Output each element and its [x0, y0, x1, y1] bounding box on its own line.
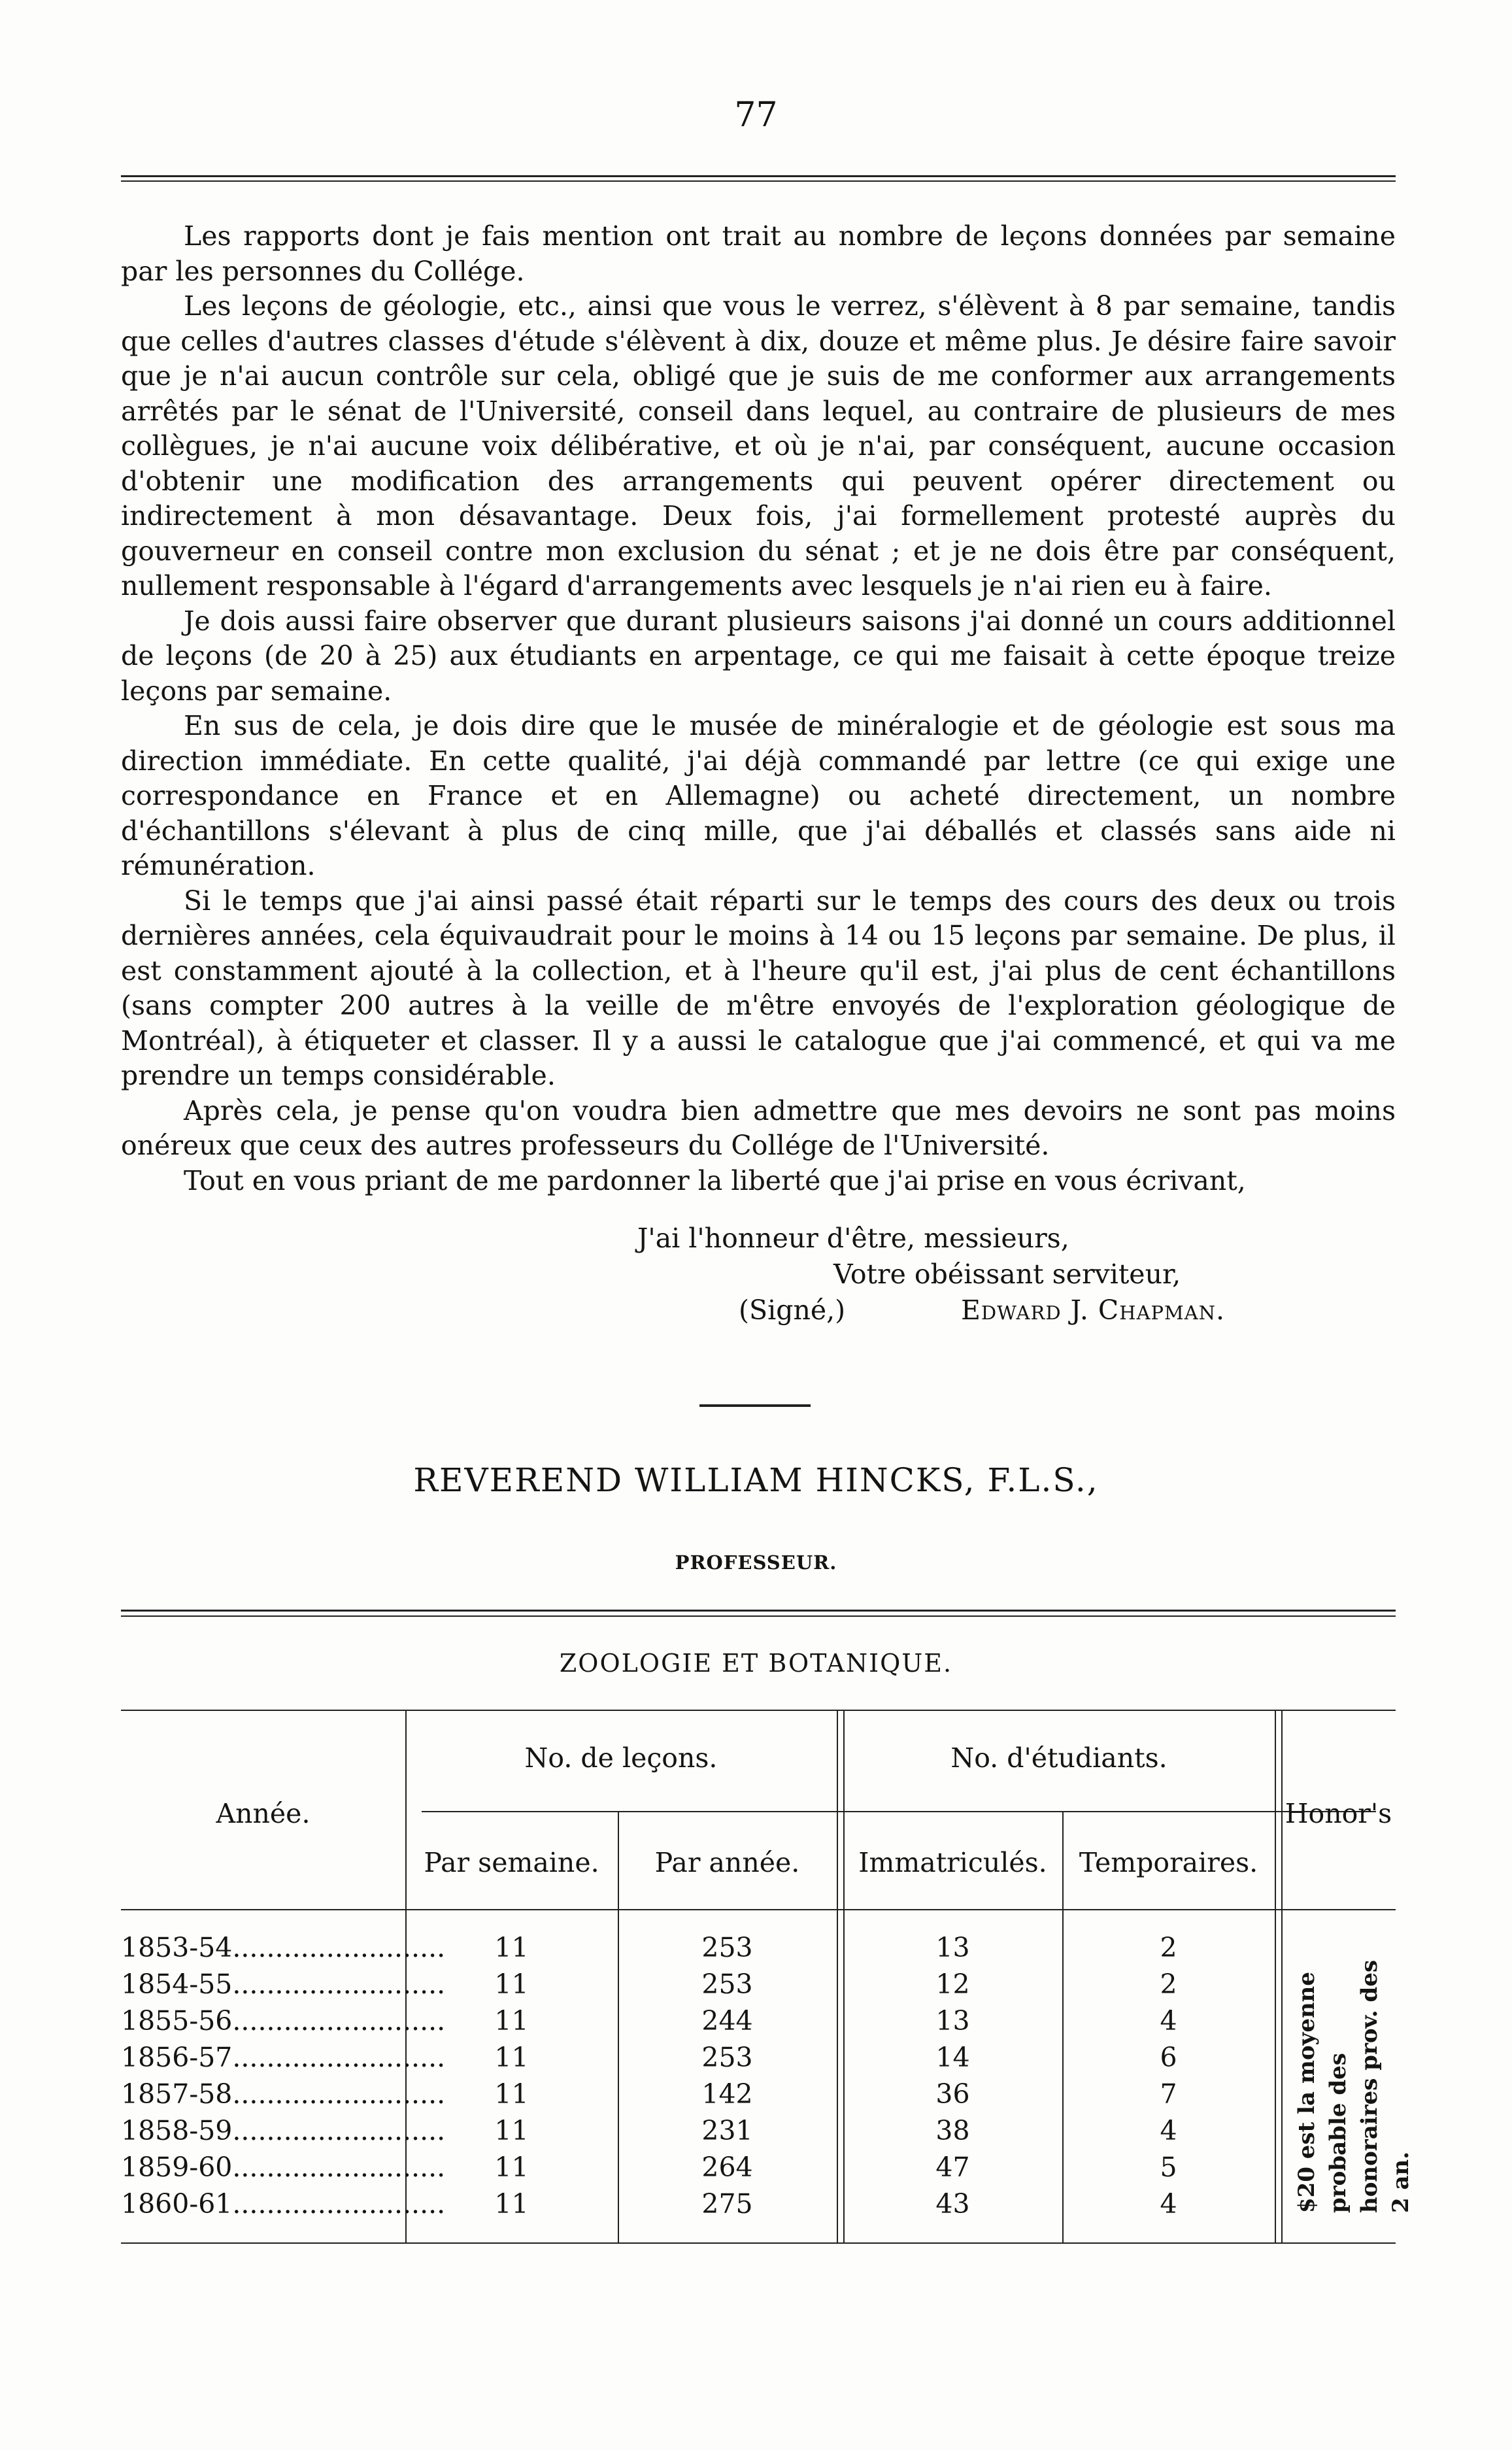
professor-name: REVEREND WILLIAM HINCKS, F.L.S., [413, 1461, 1099, 1499]
header-lessons: No. de leçons. [524, 1742, 718, 1774]
table-bottom-rule [121, 2242, 1396, 2244]
year-cell: 1854-55......................... [121, 1969, 446, 2000]
matriculated-cell: 47 [935, 2152, 970, 2183]
per-year-cell: 264 [701, 2152, 753, 2183]
matriculated-cell: 38 [935, 2115, 970, 2146]
honors-note-text: $20 est la moyenne probable des honoraires prov. des 2 an. [1294, 1959, 1414, 2213]
per-year-cell: 253 [701, 1932, 753, 1963]
statistics-table [121, 1710, 1414, 2370]
section-rule-thin [121, 1615, 1396, 1617]
per-week-cell: 11 [494, 1932, 529, 1963]
paragraph: Après cela, je pense qu'on voudra bien admettre que mes devoirs ne sont pas moins onéreux que ceux des autres professeurs du Collége de l'Université. [121, 1094, 1396, 1161]
temporary-cell: 6 [1160, 2042, 1177, 2073]
page-number: 77 [734, 95, 778, 135]
header-honors: Honor's [1285, 1798, 1392, 1829]
per-week-cell: 11 [494, 2115, 529, 2146]
paragraph: Les leçons de géologie, etc., ainsi que vous le verrez, s'élèvent à 8 par semaine, tandis que celles d'autres classes d'étude s'élèvent à dix, douze et même plus. Je désire faire savoir que je n'ai aucun contrôle sur cela, obligé que je suis de me conformer aux arrangements arrêtés par le sénat de l'Université, conseil dans lequel, au contraire de plusieurs de mes collègues, je n'ai aucune voix délibérative, et où je n'ai, par conséquent, aucune occasion d'obtenir une modification des arrangements qui peuvent opérer directement ou indirectement à mon désavantage. Deux fois, j'ai formellement protesté auprès du gouverneur en conseil contre mon exclusion du sénat ; et je ne dois être par conséquent, nullement responsable à l'égard d'arrangements avec lesquels je n'ai rien eu à faire. [121, 290, 1396, 601]
paragraph: Si le temps que j'ai ainsi passé était réparti sur le temps des cours des deux ou trois dernières années, cela équivaudrait pour le moins à 14 ou 15 leçons par semaine. De plus, il est constamment ajouté à la collection, et à l'heure qu'il est, j'ai plus de cent échantillons (sans compter 200 autres à la veille de m'être envoyés de l'exploration géologique de Montréal), à étiqueter et classer. Il y a aussi le catalogue que j'ai commencé, et qui va me prendre un temps considérable. [121, 885, 1396, 1091]
year-cell: 1855-56......................... [121, 2005, 446, 2037]
per-year-cell: 275 [701, 2188, 753, 2220]
table-row [121, 2115, 1396, 2152]
year-cell: 1858-59......................... [121, 2115, 446, 2146]
section-title: ZOOLOGIE ET BOTANIQUE. [559, 1649, 953, 1678]
separator-rule [699, 1404, 811, 1407]
matriculated-cell: 36 [935, 2078, 970, 2110]
table-row [121, 2042, 1396, 2078]
temporary-cell: 7 [1160, 2078, 1177, 2110]
closing-line: Votre obéissant serviteur, [833, 1259, 1181, 1290]
paragraph: Je dois aussi faire observer que durant plusieurs saisons j'ai donné un cours additionnel de leçons (de 20 à 25) aux étudiants en arpentage, ce qui me faisait à cette époque treize leçons par semaine. [121, 605, 1396, 707]
matriculated-cell: 12 [935, 1969, 970, 2000]
year-cell: 1859-60......................... [121, 2152, 446, 2183]
year-cell: 1853-54......................... [121, 1932, 446, 1963]
matriculated-cell: 13 [935, 2005, 970, 2037]
header-per-week: Par semaine. [424, 1847, 599, 1878]
matriculated-cell: 43 [935, 2188, 970, 2220]
per-year-cell: 142 [701, 2078, 753, 2110]
temporary-cell: 2 [1160, 1932, 1177, 1963]
per-week-cell: 11 [494, 2078, 529, 2110]
per-week-cell: 11 [494, 2188, 529, 2220]
table-top-rule [121, 1710, 1396, 1711]
header-matriculated: Immatriculés. [858, 1847, 1047, 1878]
per-week-cell: 11 [494, 2042, 529, 2073]
table-row [121, 2005, 1396, 2042]
per-year-cell: 244 [701, 2005, 753, 2037]
year-cell: 1857-58......................... [121, 2078, 446, 2110]
header-temporary: Temporaires. [1079, 1847, 1258, 1878]
header-year: Année. [216, 1798, 311, 1829]
section-rule [121, 1610, 1396, 1612]
temporary-cell: 2 [1160, 1969, 1177, 2000]
per-year-cell: 253 [701, 1969, 753, 2000]
group-rule [422, 1811, 1376, 1812]
table-row [121, 2078, 1396, 2115]
temporary-cell: 4 [1160, 2115, 1177, 2146]
letter-body [121, 219, 1396, 1198]
table-row [121, 1932, 1396, 1969]
table-row [121, 1969, 1396, 2005]
per-week-cell: 11 [494, 2005, 529, 2037]
temporary-cell: 5 [1160, 2152, 1177, 2183]
temporary-cell: 4 [1160, 2188, 1177, 2220]
year-cell: 1856-57......................... [121, 2042, 446, 2073]
per-week-cell: 11 [494, 2152, 529, 2183]
table-header-rule [121, 1909, 1396, 1910]
header-rule [121, 175, 1396, 177]
table-row [121, 2152, 1396, 2188]
header-per-year: Par année. [654, 1847, 800, 1878]
honors-note [1291, 1938, 1414, 2213]
matriculated-cell: 14 [935, 2042, 970, 2073]
matriculated-cell: 13 [935, 1932, 970, 1963]
paragraph: Tout en vous priant de me pardonner la liberté que j'ai prise en vous écrivant, [184, 1164, 1246, 1196]
paragraph: Les rapports dont je fais mention ont trait au nombre de leçons données par semaine par les personnes du Collége. [121, 220, 1396, 287]
header-rule-thin [121, 180, 1396, 182]
header-students: No. d'étudiants. [950, 1742, 1168, 1774]
table-row [121, 2188, 1396, 2225]
paragraph: En sus de cela, je dois dire que le musée de minéralogie et de géologie est sous ma direction immédiate. En cette qualité, j'ai déjà commandé par lettre (ce qui exige une correspondance en France et en Allemagne) ou acheté directement, un nombre d'échantillons s'élevant à plus de cinq mille, que j'ai déballés et classés sans aide ni rémunération. [121, 710, 1396, 881]
signature-name: Edward J. Chapman. [961, 1294, 1226, 1326]
per-year-cell: 231 [701, 2115, 753, 2146]
per-week-cell: 11 [494, 1969, 529, 2000]
signed-label: (Signé,) [739, 1294, 846, 1326]
per-year-cell: 253 [701, 2042, 753, 2073]
temporary-cell: 4 [1160, 2005, 1177, 2037]
professor-title: PROFESSEUR. [675, 1551, 837, 1574]
closing-line: J'ai l'honneur d'être, messieurs, [637, 1223, 1069, 1254]
year-cell: 1860-61......................... [121, 2188, 446, 2220]
